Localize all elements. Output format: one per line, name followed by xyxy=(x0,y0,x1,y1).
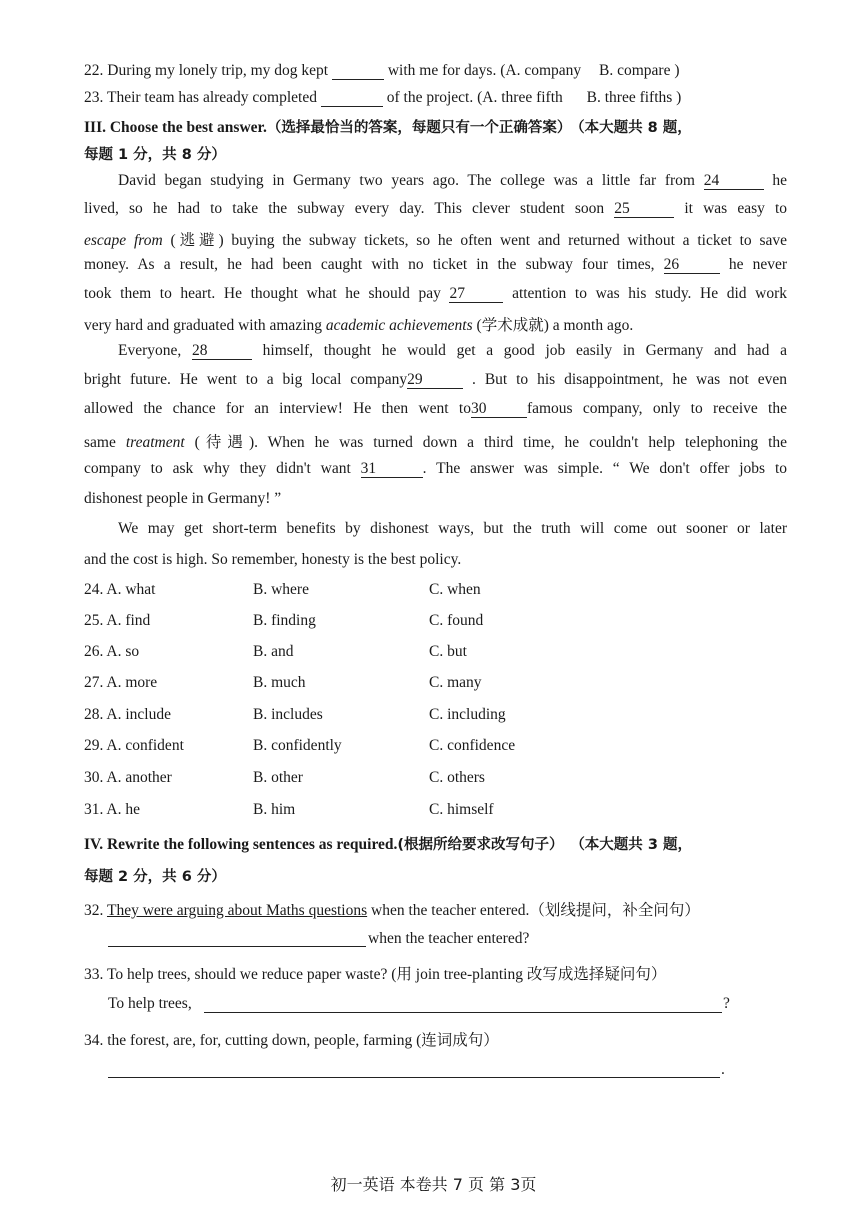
question-33-suffix: ? xyxy=(723,995,730,1012)
passage-line: lived, so he had to take the subway every day. This clever student soon 25 it was easy to xyxy=(84,200,788,217)
section-3-heading: III. Choose the best answer.（选择最恰当的答案，每题只有一个正确答案） （本大题共 8 题， xyxy=(84,119,692,136)
blank-26: 26 xyxy=(664,256,720,274)
options-row: 26. A. so B. and C. but xyxy=(84,643,467,660)
question-33-prefix: To help trees, xyxy=(108,995,192,1012)
section-4-heading: IV. Rewrite the following sentences as required.(根据所给要求改写句子） （本大题共 3 题， xyxy=(84,836,692,853)
passage-line: dishonest people in Germany! ” xyxy=(84,490,282,507)
options-row: 30. A. another B. other C. others xyxy=(84,769,485,786)
blank-27: 27 xyxy=(449,285,503,303)
passage-line: same treatment (待遇). When he was turned down a third time, he couldn't help telephoning the xyxy=(84,434,788,451)
passage-line: very hard and graduated with amazing academic achievements (学术成就) a month ago. xyxy=(84,317,634,334)
question-23: 23. Their team has already completed of the project. (A. three fifth B. three fifths ) xyxy=(84,89,682,106)
passage-line: escape from (逃避) buying the subway tickets, so he often went and returned without a ticket to save xyxy=(84,232,787,249)
options-row: 29. A. confident B. confidently C. confidence xyxy=(84,737,516,754)
options-row: 28. A. include B. includes C. including xyxy=(84,706,506,723)
section-4-points: 每题 2 分，共 6 分） xyxy=(84,869,226,885)
question-34: 34. the forest, are, for, cutting down, people, farming (连词成句） xyxy=(84,1032,499,1049)
section-3-points: 每题 1 分，共 8 分） xyxy=(84,147,226,163)
passage-line: company to ask why they didn't want 31 . The answer was simple. “ We don't offer jobs to xyxy=(84,460,787,477)
answer-line-32[interactable] xyxy=(108,946,366,947)
passage-line: allowed the chance for an interview! He then went to30 famous company, only to receive the xyxy=(84,400,787,417)
blank-28: 28 xyxy=(192,342,252,360)
question-33: 33. To help trees, should we reduce paper waste? (用 join tree-planting 改写成选择疑问句） xyxy=(84,966,667,983)
blank-24: 24 xyxy=(704,172,764,190)
answer-line-34[interactable] xyxy=(108,1077,720,1078)
question-22: 22. During my lonely trip, my dog kept with me for days. (A. company B. compare ) xyxy=(84,62,680,79)
passage-line: We may get short-term benefits by dishonest ways, but the truth will come out sooner or later xyxy=(118,520,787,537)
question-32: 32. They were arguing about Maths questions when the teacher entered.（划线提问，补全问句） xyxy=(84,902,700,919)
passage-line: and the cost is high. So remember, honesty is the best policy. xyxy=(84,551,462,568)
options-row: 24. A. what B. where C. when xyxy=(84,581,481,598)
blank-29: 29 xyxy=(407,371,463,389)
answer-line-33[interactable] xyxy=(204,1012,722,1013)
passage-line: money. As a result, he had been caught with no ticket in the subway four times, 26 he never xyxy=(84,256,788,273)
passage-line: Everyone, 28 himself, thought he would get a good job easily in Germany and had a xyxy=(118,342,787,359)
options-row: 25. A. find B. finding C. found xyxy=(84,612,484,629)
question-32-suffix: when the teacher entered? xyxy=(368,930,530,947)
blank-25: 25 xyxy=(614,200,674,218)
answer-blank-22[interactable] xyxy=(332,62,384,80)
passage-line: David began studying in Germany two years ago. The college was a little far from 24 he xyxy=(118,172,788,189)
options-row: 31. A. he B. him C. himself xyxy=(84,801,494,818)
answer-blank-23[interactable] xyxy=(321,89,383,107)
blank-31: 31 xyxy=(361,460,423,478)
passage-line: bright future. He went to a big local company29 . But to his disappointment, he was not even xyxy=(84,371,788,388)
blank-30: 30 xyxy=(471,400,527,418)
page-footer: 初一英语 本卷共 7 页 第 3页 xyxy=(330,1175,537,1194)
question-34-suffix: . xyxy=(721,1061,725,1078)
passage-line: took them to heart. He thought what he should pay 27 attention to was his study. He did work xyxy=(84,285,787,302)
options-row: 27. A. more B. much C. many xyxy=(84,674,482,691)
